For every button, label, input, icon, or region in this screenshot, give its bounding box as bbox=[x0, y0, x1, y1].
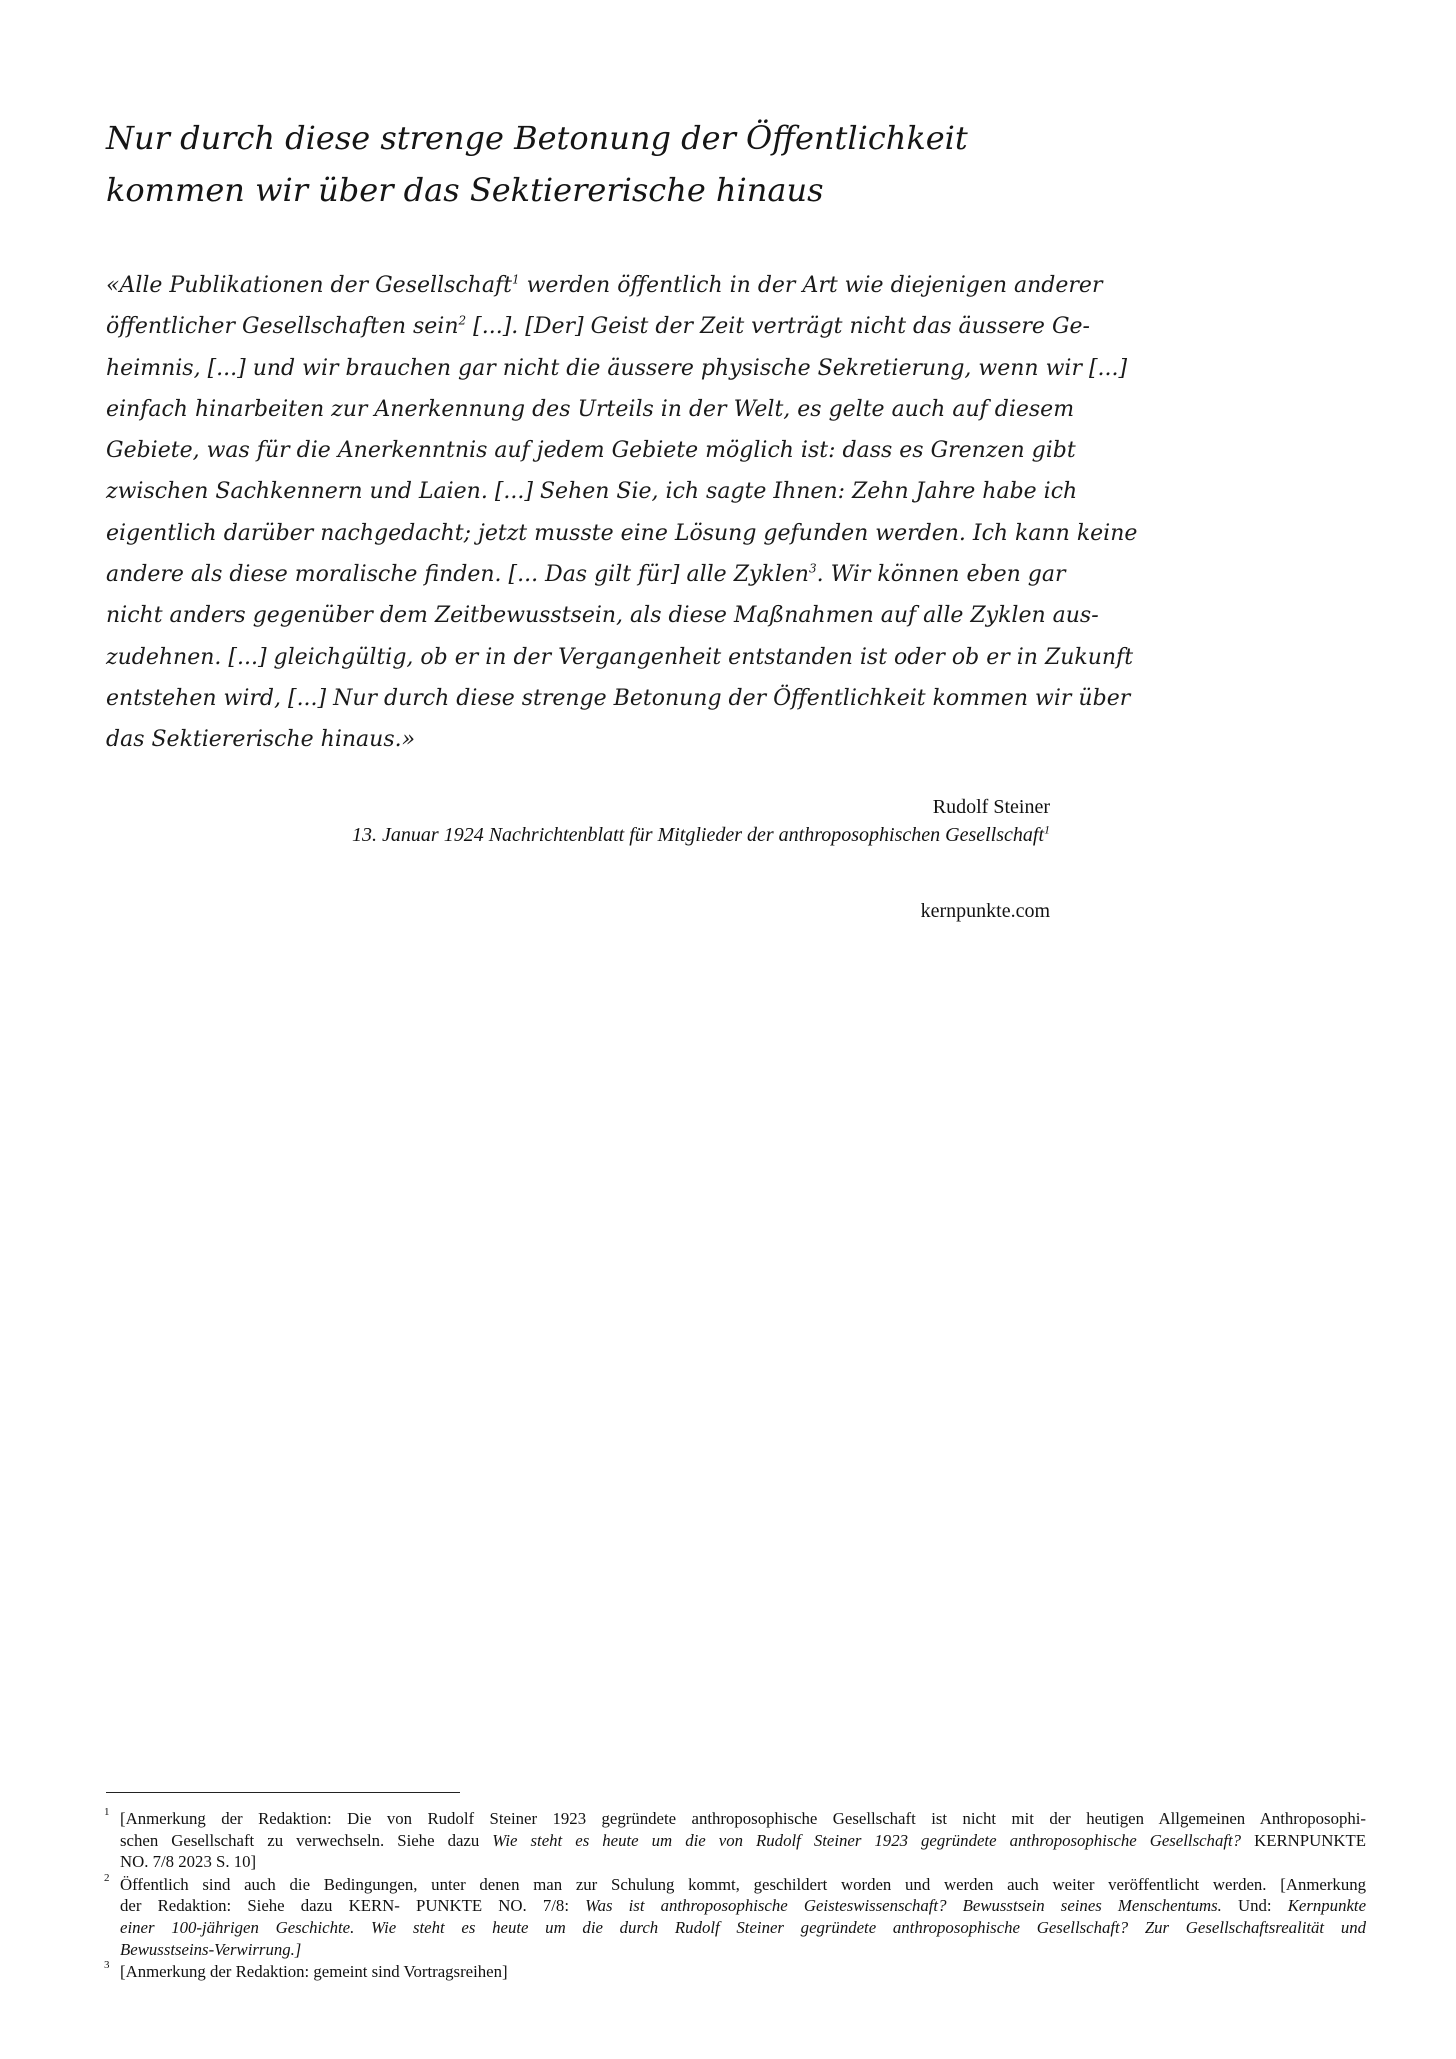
quote-line: zwischen Sachkennern und Laien. [...] Sehen Sie, ich sagte Ihnen: Zehn Jahre habe ich bbox=[106, 479, 1078, 505]
quote-line: zudehnen. [...] gleichgültig, ob er in der Vergangenheit entstanden ist oder ob er in Zukunft bbox=[106, 644, 1134, 670]
footnote-number: 3 bbox=[104, 1959, 110, 1972]
quote-line: eigentlich darüber nachgedacht; jetzt musste eine Lösung gefunden werden. Ich kann keine bbox=[106, 520, 1138, 546]
footnote-1 bbox=[104, 1808, 1366, 1873]
website-label: kernpunkte.com bbox=[920, 900, 1050, 922]
quote-line: Gebiete, was für die Anerkenntnis auf jedem Gebiete möglich ist: dass es Grenzen gibt bbox=[106, 438, 1076, 464]
footnote-line: Öffentlich sind auch die Bedingungen, unter denen man zur Schulung kommt, geschildert worden und werden auch weiter veröffentlicht werden. [Anmerkung bbox=[120, 1874, 1366, 1894]
footnote-italic: Bewusstseins-Verwirrung.] bbox=[120, 1939, 302, 1959]
quote-author: Rudolf Steiner bbox=[932, 796, 1050, 818]
quote-text: andere als diese moralische finden. [... Das gilt für] alle Zyklen bbox=[106, 562, 809, 588]
footnote-text: KERNPUNKTE bbox=[1241, 1830, 1366, 1850]
quote-line bbox=[106, 306, 1090, 347]
footnote-number: 2 bbox=[104, 1871, 110, 1884]
title-line-2: kommen wir über das Sektiererische hinaus bbox=[106, 171, 824, 209]
quote-text: werden öffentlich in der Art wie diejenigen anderer bbox=[519, 273, 1103, 298]
quote-text: [...]. [Der] Geist der Zeit verträgt nicht das äussere Ge- bbox=[466, 314, 1090, 340]
footnote-line bbox=[120, 1895, 1366, 1917]
footnote-line bbox=[120, 1939, 1366, 1961]
footnote-number: 1 bbox=[104, 1806, 110, 1818]
source-text: 13. Januar 1924 Nachrichtenblatt für Mitglieder der anthroposophischen Gesellschaft bbox=[352, 824, 1044, 846]
page-title bbox=[106, 112, 1066, 216]
quote-line: heimnis, [...] und wir brauchen gar nicht die äussere physische Sekretierung, wenn wir [...] bbox=[106, 355, 1128, 381]
footnote-italic: einer 100-jährigen Geschichte. Wie steht es heute um die durch Rudolf Steiner gegründete anthroposophische Gesellschaft? Zur Gesellschaftsrealität und bbox=[120, 1917, 1366, 1937]
footnote-ref-2: 2 bbox=[458, 313, 467, 328]
footnote-line: [Anmerkung der Redaktion: gemeint sind Vortragsreihen] bbox=[120, 1962, 508, 1982]
footnote-line: [Anmerkung der Redaktion: Die von Rudolf Steiner 1923 gegründete anthroposophische Gesellschaft ist nicht mit der heutigen Allgemeinen Anthroposophi- bbox=[120, 1809, 1366, 1828]
footnote-line bbox=[120, 1917, 1366, 1939]
quote-text: «Alle Publikationen der Gesellschaft bbox=[106, 273, 512, 298]
footnote-ref-3: 3 bbox=[808, 561, 817, 576]
quote-line: einfach hinarbeiten zur Anerkennung des Urteils in der Welt, es gelte auch auf diesem bbox=[106, 396, 1075, 422]
footnote-3 bbox=[104, 1961, 1366, 1983]
footnote-2 bbox=[104, 1871, 1367, 1960]
footnote-line bbox=[120, 1830, 1366, 1852]
quote-line bbox=[106, 554, 1066, 595]
quote-source bbox=[100, 822, 1050, 848]
quote-line: das Sektiererische hinaus.» bbox=[106, 727, 416, 753]
footnote-divider bbox=[106, 1792, 460, 1793]
footnote-ref-1: 1 bbox=[1044, 822, 1050, 837]
footnote-italic: Wie steht es heute um die von Rudolf Steiner 1923 gegründete anthroposophische Gesellschaft? bbox=[492, 1830, 1242, 1850]
footnote-text: Und: bbox=[1221, 1896, 1288, 1916]
footnote-ref-1: 1 bbox=[511, 272, 520, 287]
footnote-line: NO. 7/8 2023 S. 10] bbox=[120, 1852, 257, 1872]
footnotes bbox=[104, 1808, 1366, 1984]
quote-line: entstehen wird, [...] Nur durch diese strenge Betonung der Öffentlichkeit kommen wir über bbox=[106, 685, 1131, 711]
footnote-italic: Was ist anthroposophische Geisteswissenschaft? Bewusstsein seines Menschentums. bbox=[585, 1896, 1222, 1916]
quote-block bbox=[106, 265, 1138, 761]
quote-line bbox=[106, 265, 1103, 306]
quote-text: öffentlicher Gesellschaften sein bbox=[106, 314, 459, 340]
footnote-text: schen Gesellschaft zu verwechseln. Siehe dazu bbox=[120, 1830, 493, 1850]
footnote-text: der Redaktion: Siehe dazu KERN- PUNKTE NO. 7/8: bbox=[120, 1896, 586, 1916]
quote-line: nicht anders gegenüber dem Zeitbewusstsein, als diese Maßnahmen auf alle Zyklen aus- bbox=[106, 603, 1099, 629]
quote-text: . Wir können eben gar bbox=[816, 562, 1066, 588]
title-line-1: Nur durch diese strenge Betonung der Öffentlichkeit bbox=[106, 119, 968, 157]
footnote-italic: Kernpunkte bbox=[1287, 1896, 1367, 1916]
